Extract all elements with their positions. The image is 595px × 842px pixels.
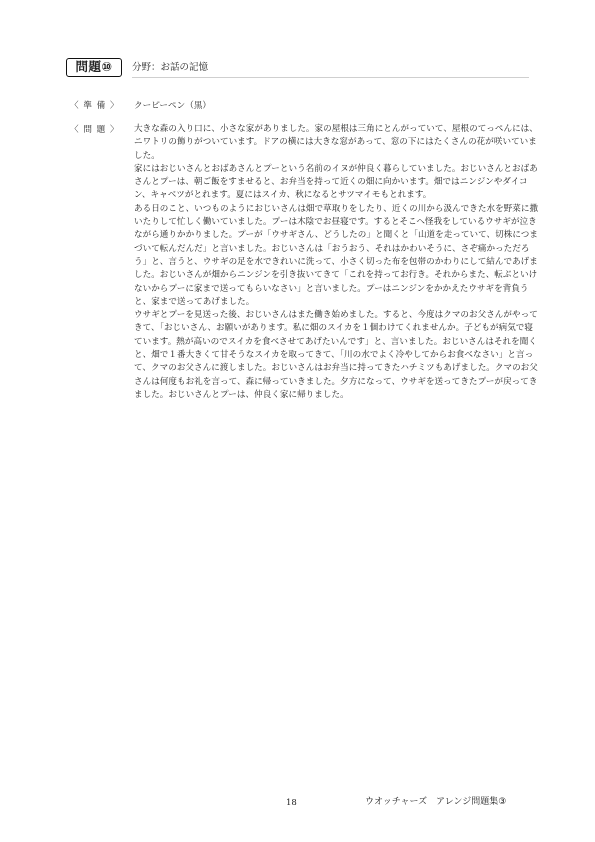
preparation-text: クーピーペン（黒） [134,101,212,111]
preparation-label: 〈 準 備 〉 [70,101,120,111]
problem-number-badge: 問題⑩ [66,58,122,77]
story-paragraph: ある日のこと、いつものようにおじいさんは畑で草取りをしたり、近くの川から汲んできた水を野菜に撒いたりして忙しく働いていました。プーは木陰でお昼寝です。するとそこへ怪我をしているウサギが泣きながら通りかかりました。プーが「ウサギさん、どうしたの」と聞くと「山道を走っていて、切株につまづいて転んだんだ」と言いました。おじいさんは「おうおう、それはかわいそうに、さぞ痛かっただろう」と、言うと、ウサギの足を水できれいに洗って、小さく切った布を包帯のかわりにして結んであげました。おじいさんが畑からニンジンを引き抜いてきて「これを持ってお行き。それからまた、転ぶといけないからプーに家まで送ってもらいなさい」と言いました。プーはニンジンをかかえたウサギを背負うと、家まで送ってあげました。 [134,203,539,307]
header-divider [132,77,529,78]
subject-field-label: 分野：お話の記憶 [132,62,209,73]
story-paragraph: 大きな森の入り口に、小さな家がありました。家の屋根は三角にとんがっていて、屋根のてっぺんには、ニワトリの飾りがついています。ドアの横には大きな窓があって、窓の下にはたくさんの花が咲いていました。 [134,124,538,161]
problem-label: 〈 問 題 〉 [70,125,120,135]
page-number: 18 [286,798,297,808]
series-title: ウオッチャーズ アレンジ問題集③ [365,797,507,807]
section-header [66,58,529,80]
story-paragraph: 家にはおじいさんとおばあさんとプーという名前のイヌが仲良く暮らしていました。おじいさんとおばあさんとプーは、朝ご飯をすませると、お弁当を持って近くの畑に向かいます。畑ではニンジンやダイコン、キャベツがとれます。夏にはスイカ、秋になるとサツマイモもとれます。 [134,163,538,201]
story-paragraph: ウサギとプーを見送った後、おじいさんはまた働き始めました。すると、今度はクマのお父さんがやってきて、「おじいさん、お願いがあります。私に畑のスイカを１個わけてくれませんか。子どもが病気で寝ています。熱が高いのでスイカを食べさせてあげたいんです」と、言いました。おじいさんはそれを聞くと、畑で１番大きくて甘そうなスイカを取ってきて、「川の水でよく冷やしてからお食べなさい」と言って、クマのお父さんに渡しました。おじいさんはお弁当に持ってきたハチミツもあげました。クマのお父さんは何度もお礼を言って、森に帰っていきました。夕方になって、ウサギを送ってきたプーが戻ってきました。おじいさんとプーは、仲良く家に帰りました。 [134,310,538,400]
problem-story [134,123,539,402]
